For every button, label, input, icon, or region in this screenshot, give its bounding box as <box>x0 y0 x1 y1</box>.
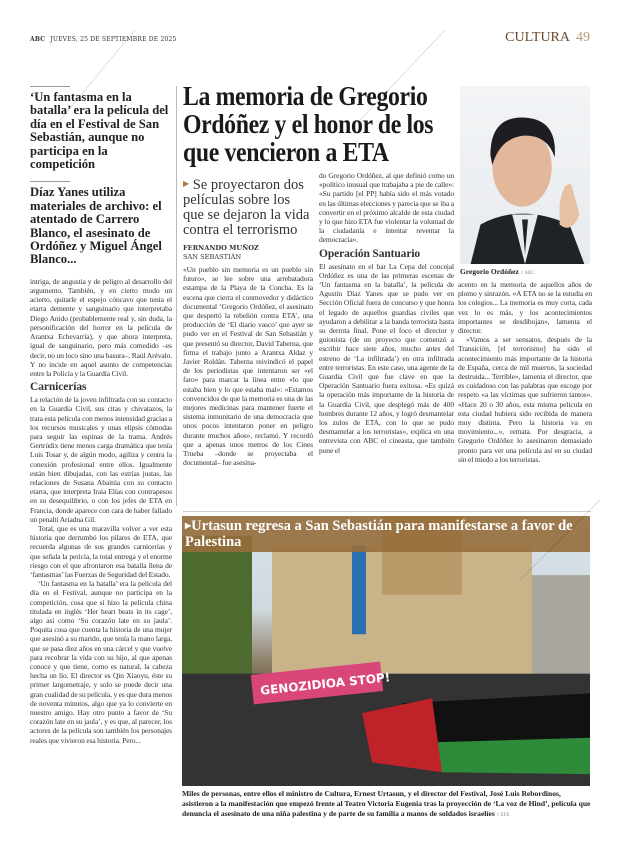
date: JUEVES, 25 DE SEPTIEMBRE DE 2025 <box>50 36 177 43</box>
paragraph: «Vamos a ser sensatos, después de la Transición, [el terrorismo] ha sido el acontecimiento más importante de la historia de España, cerca de mil muertos, la sociedad destruida... Terrible», lamenta el director, que es cuidadoso con las palabras que escoge por respeto «a las víctimas que sufrieron tantos». «Hace 20 o 30 años, esta misma película en esta ciudad hubiera sido recibida de manera muy distinta. Pero la historia va en movimiento...», remata. Por desgracia, a Gregorio Ordóñez lo asesinaron demasiado pronto para ver una película así en su ciudad sin el miedo a los terroristas. <box>458 335 592 464</box>
brand: ABC <box>30 36 46 43</box>
deck-text: Se proyectaron dos películas sobre los que se dejaron la vida contra el terrorismo <box>183 177 310 238</box>
page-number: 49 <box>576 30 590 45</box>
paragraph: El asesinato en el bar La Cepa del concejal Ordóñez es una de las primeras escenas de ‘Un fantasma en la batalla’, la película de Agustín Díaz Yanes que se pudo ver en Sección Oficial fuera de concurso y que honra el legado de aquellos guardias civiles que ayudaron a debilitar a la banda terrorista hasta su derrota final. Pone el foco el director y guionista (de un proyecto que comenzó a escribir hace siete años, mucho antes del estreno de ‘La infiltrada’) en otra infiltrada entre terroristas. En este caso, una agente de la Guardia Civil que fue clave en que la Operación Santuario fuera exitosa. «Es quizá la operación más importante de la historia de la Guardia Civil, que desplegó más de 400 hombres durante 12 años, y logró desmantelar los zulos de ETA, con lo que se pudo desmantelar a los terroristas», explica en una entrevista con ABC el cineasta, que también pone el <box>319 261 454 455</box>
subhead: Operación Santuario <box>319 247 421 260</box>
paragraph: Total, que es una maravilla volver a ver esta historia que derrumbó los pilares de ETA, que recuerda algunas de sus grandes carnicerías y que señala la pericia, la total entrega y el enorme riesgo con el que afrontaron esa batalla llena de ‘fantasmas’ las Fuerzas de Seguridad del Estado. <box>30 523 172 579</box>
column-divider <box>176 86 177 506</box>
feature-headline: Urtasun regresa a San Sebastián para manifestarse a favor de Palestina <box>185 518 573 550</box>
paragraph: ‘Un fantasma en la batalla’ era la película del día en el Festival, aunque no participa en la competición, cosa que sí hizo la película china titulada en inglés ‘Her heart beats in its cage’, algo así como ‘Su corazón late en su jaula’. Poquita cosa que cuenta la historia de una mujer que asesinó a su marido, que tenía la mano larga, que se pasa diez años en una cárcel y que vuelve para recobrar la vida con su hijo, al que apenas conoce y que tiene, como es natural, la cabeza hecha un lío. El director es Qin Xiaoyu, éste su primer largometraje, y solo se puede decir una gran cualidad de su película, y es que dura menos de noventa minutos, algo que ya lo convierte en nuestro amigo. Hay otro punto a favor de ‘Su corazón late en su jaula’, y es que, al parecer, los actores de la película son también los personajes reales que vivieron esa historia. Pero... <box>30 579 173 745</box>
placard: GENOZIDIOA STOP! <box>259 670 391 698</box>
author: FERNANDO MUÑOZ <box>183 244 259 252</box>
sidebar <box>30 86 172 745</box>
paragraph: acento en la memoria de aquellos años de plomo y sinrazón. «A ETA no se la estudia en los colegios... La memoria es muy corta, cada vez lo es más, y los acontecimientos importantes se desdibujan», lamenta el director. <box>458 280 592 336</box>
triangle-bullet-icon: ▶ <box>185 521 192 530</box>
paragraph: do Gregorio Ordóñez, al que definió como un «político inusual que trabajaba a pie de calle»: «Su partido [el PP] había sido el más votado en las últimas elecciones y parecía que se iba a convertir en el próximo alcalde de esta ciudad y lo que hizo ETA fue violentar la voluntad de la ciudadanía e intentar reventar la democracia». <box>319 171 454 245</box>
photo-credit: // EFE <box>496 813 510 818</box>
divider <box>183 511 591 512</box>
caption-text: Gregorio Ordóñez <box>460 267 519 276</box>
sidebar-headline-2: Díaz Yanes utiliza materiales de archivo: el atentado de Carrero Blanco, el asesinato de Ordóñez y Miguel Ángel Blanco... <box>30 185 162 267</box>
caption-text: Miles de personas, entre ellos el ministro de Cultura, Ernest Urtasun, y el director del Festival, José Luis Rebordinos, asistieron a la manifestación que empezó frente al Teatro Victoria Eugenia tras la proyección de ‘La voz de Hind’, película que denuncia el asesinato de una niña palestina y de parte de su familia a manos de soldados israelíes <box>182 789 591 818</box>
portrait-photo <box>460 86 590 264</box>
feature-banner <box>182 516 590 552</box>
triangle-bullet-icon: ▶ <box>183 179 190 188</box>
portrait-caption <box>460 267 535 278</box>
paragraph: «Un pueblo sin memoria es un pueblo sin futuro», se lee sobre una arrebatadora estampa de la Playa de la Concha. Es la escena que cierra el conmovedor y didáctico documental ‘Gregorio Ordóñez, el asesinato que despertó la rebelión contra ETA’, una producción de ‘El diario vasco’ que ayer se pudo ver en el Festival de San Sebastián y que presentó su director, David Taberna, que firma el trabajo junto a Arantxa Aldaz y Javier Roldán. Taberna reivindicó el papel de los periodistas que intentaron ser «el faro» para marcar la línea entre «lo que estaba bien y lo que estaba mal»: «Estamos convencidos de que la memoria es una de las mejores medicinas para mantener fuerte el sistema inmunitario de una democracia que unos pocos intentaron poner en peligro durante muchos años», reclamó. Y recordó que a apenas unos metros de los Cines Trueba –donde se proyectaba el documental– fue asesina- <box>183 265 313 468</box>
divider <box>30 181 70 182</box>
paragraph: La relación de la joven infiltrada con su contacto en la Guardia Civil, sus citas y chivatazos, la trata esta película con menos intensidad gracias a los recursos musicales y unas elipsis cómodas para seguir las espinas de la trama. Andrés Gertrúdix tiene menos carga dramática que tenía Luis Tosar y, de algún modo, agiliza y centra la conexión profesional entre ellos. Igualmente están bien dibujadas, con las estrías justas, las relaciones de Susana Abaitúa con su contacto etarra, que interpreta Iraia Elías con contrapesos en su desequilibrio, o con los jefes de ETA en Francia, donde aparece con cara de haber fallado un penalti Ariadna Gil. <box>30 395 172 524</box>
section-header <box>505 30 590 46</box>
feature-caption <box>182 789 592 821</box>
article-column-3 <box>319 171 454 455</box>
article-column-4 <box>458 280 592 464</box>
location: SAN SEBASTIÁN <box>183 253 242 261</box>
page-header-left <box>30 36 177 43</box>
subhead: Carnicerías <box>30 381 87 394</box>
paragraph: intriga, de angustia y de peligro al desarrollo del argumento. También, y en cierto modo un acierto, quitarle el espejo cóncavo que tenía el etarra demente y sanguinario que interpretaba Diego Anido (probablemente real y, sin duda, la personificación del horror en la película de Arantxa Echevarría), y que ahora interpreta, igual de sanguinario, pero más comedido –es decir, no un loco sino una basura–, Raúl Arévalo. Y no incide en aquel asunto de competencias entre la Policía y la Guardia Civil. <box>30 276 172 378</box>
article-headline: La memoria de Gregorio Ordóñez y el honor de los que vencieron a ETA <box>183 81 434 167</box>
section-name: CULTURA <box>505 30 570 45</box>
article-deck <box>183 176 313 238</box>
photo-credit: // ABC <box>520 271 535 276</box>
article-column-2 <box>183 265 313 467</box>
byline <box>183 244 259 262</box>
sidebar-headline-1: ‘Un fantasma en la batalla’ era la película del día en el Festival de San Sebastián, aunque no participa en la competición <box>30 90 169 172</box>
divider <box>30 86 70 87</box>
protest-photo <box>182 516 590 786</box>
sidebar-body <box>30 277 172 745</box>
